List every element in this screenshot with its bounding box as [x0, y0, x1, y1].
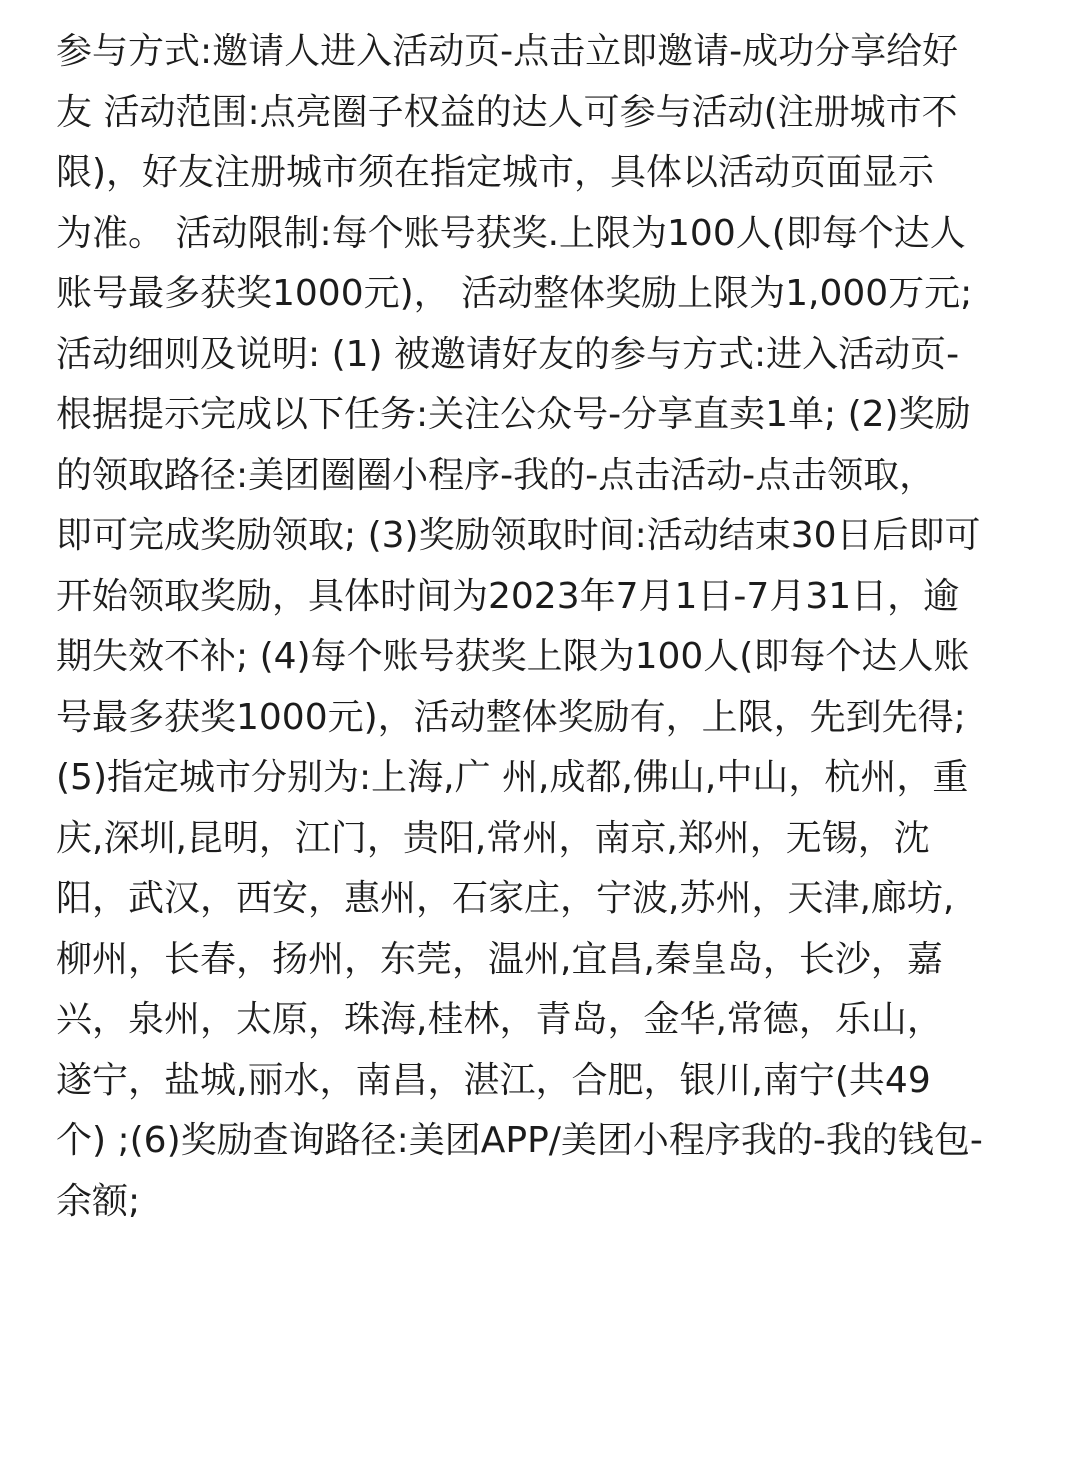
text-line-2: 友 活动范围:点亮圈子权益的达人可参与活动(注册城市不: [56, 91, 958, 133]
text-line-15: 阳，武汉，西安，惠州，石家庄，宁波,苏州，天津,廊坊,: [56, 878, 955, 919]
text-line-4: 为准。 活动限制:每个账号获奖.上限为100人(即每个达人: [56, 212, 966, 254]
text-line-6: 活动细则及说明: (1) 被邀请好友的参与方式:进入活动页-: [56, 333, 960, 375]
text-line-18: 遂宁，盐城,丽水，南昌，湛江，合肥，银川,南宁(共49: [56, 1059, 931, 1101]
text-line-8: 的领取路径:美团圈圈小程序-我的-点击活动-点击领取，: [56, 454, 936, 496]
text-line-11: 期失效不补; (4)每个账号获奖上限为100人(即每个达人账: [56, 636, 970, 677]
text-line-9: 即可完成奖励领取; (3)奖励领取时间:活动结束30日后即可: [56, 515, 981, 556]
text-line-17: 兴，泉州，太原，珠海,桂林，青岛，金华,常德，乐山，: [56, 999, 943, 1040]
text-line-20: 余额;: [56, 1180, 141, 1222]
text-line-16: 柳州，长春，扬州，东莞，温州,宜昌,秦皇岛，长沙，嘉: [56, 938, 943, 980]
text-line-14: 庆,深圳,昆明，江门，贵阳,常州，南京,郑州，无锡，沈: [56, 817, 930, 859]
text-line-1: 参与方式:邀请人进入活动页-点击立即邀请-成功分享给好: [56, 31, 959, 72]
text-line-12: 号最多获奖1000元)，活动整体奖励有，上限，先到先得;: [56, 696, 966, 738]
rules-document: [56, 22, 1036, 1232]
text-line-3: 限)，好友注册城市须在指定城市，具体以活动页面显示: [56, 152, 935, 193]
text-line-5: 账号最多获奖1000元)， 活动整体奖励上限为1,000万元;: [56, 273, 973, 314]
text-line-13: (5)指定城市分别为:上海,广 州,成都,佛山,中山，杭州，重: [56, 757, 969, 798]
text-line-7: 根据提示完成以下任务:关注公众号-分享直卖1单; (2)奖励: [56, 394, 971, 435]
text-line-10: 开始领取奖励，具体时间为2023年7月1日-7月31日，逾: [56, 575, 960, 617]
text-line-19: 个) ;(6)奖励查询路径:美团APP/美团小程序我的-我的钱包-: [56, 1120, 983, 1161]
